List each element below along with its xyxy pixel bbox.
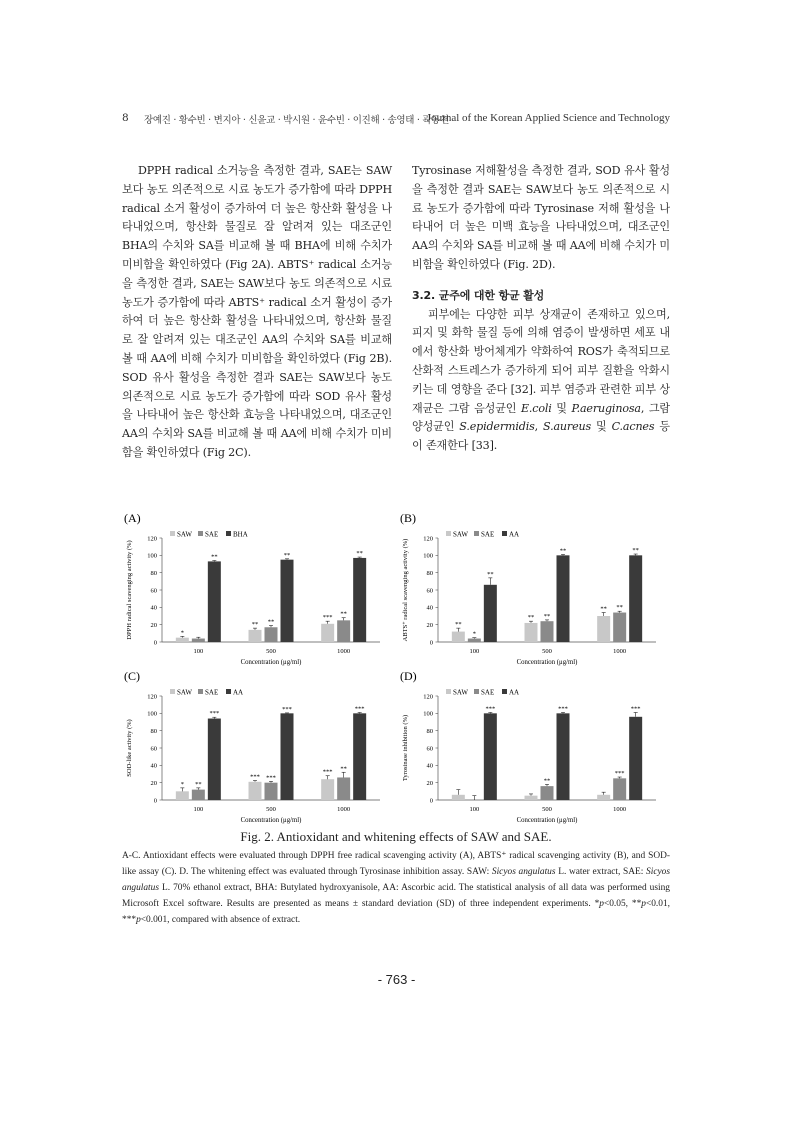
legend-swatch bbox=[474, 689, 479, 694]
journal-name: Journal of the Korean Applied Science and Technology bbox=[426, 112, 670, 124]
significance-mark: ** bbox=[600, 605, 607, 613]
chart-panel-d bbox=[398, 666, 660, 836]
chart-svg bbox=[398, 508, 660, 678]
chart-svg bbox=[122, 508, 384, 678]
y-tick-label: 60 bbox=[150, 745, 157, 753]
y-tick-label: 60 bbox=[150, 587, 157, 595]
x-tick-label: 100 bbox=[469, 806, 480, 813]
bar-saw bbox=[597, 616, 610, 642]
legend-label: SAE bbox=[205, 688, 219, 697]
bar-saw bbox=[176, 638, 189, 642]
bar-aa bbox=[629, 555, 642, 642]
figure-caption-body: A-C. Antioxidant effects were evaluated through DPPH free radical scavenging activity (A), ABTS⁺ radical scavenging activity (B), and SOD-like assay (C). D. The whitening effect was evaluated through Tyrosinase inhibition assay. SAW: Sicyos angulatus L. water extract, SAE: Sicyos angulatus L. 70% ethanol extract, BHA: Butylated hydroxyanisole, AA: Ascorbic acid. The statistical analysis of all data was performed using Microsoft Excel software. Results are presented as means ± standard deviation (SD) of three independent experiments. *p<0.05, **p<0.01, ***p<0.001, compared with absence of extract. bbox=[122, 851, 670, 925]
bar-sae bbox=[613, 778, 626, 800]
y-tick-label: 0 bbox=[153, 639, 157, 647]
x-tick-label: 1000 bbox=[613, 806, 627, 813]
y-tick-label: 0 bbox=[153, 797, 157, 805]
panel-label: (C) bbox=[124, 669, 140, 683]
y-tick-label: 0 bbox=[429, 639, 433, 647]
bar-aa bbox=[208, 719, 221, 800]
x-tick-label: 500 bbox=[542, 648, 552, 655]
section-heading: 3.2. 균주에 대한 항균 활성 bbox=[412, 288, 545, 302]
page-footer: - 763 - bbox=[377, 972, 416, 987]
y-tick-label: 60 bbox=[426, 587, 433, 595]
y-axis-label: Tyrosinase inhibition (%) bbox=[402, 714, 409, 782]
y-tick-label: 80 bbox=[150, 727, 157, 735]
significance-mark: *** bbox=[485, 705, 496, 713]
legend-swatch bbox=[502, 689, 507, 694]
x-tick-label: 100 bbox=[193, 806, 204, 813]
legend-label: AA bbox=[509, 530, 520, 539]
legend-label: SAE bbox=[481, 688, 495, 697]
panel-label: (D) bbox=[400, 669, 417, 683]
bar-aa bbox=[281, 713, 294, 800]
significance-mark: ** bbox=[211, 553, 218, 561]
bar-sae bbox=[265, 627, 278, 642]
bar-sae bbox=[541, 786, 554, 800]
running-header bbox=[122, 112, 670, 128]
significance-mark: * bbox=[472, 630, 476, 638]
bar-saw bbox=[597, 795, 610, 800]
bar-saw bbox=[525, 796, 538, 800]
y-tick-label: 20 bbox=[150, 779, 157, 787]
y-tick-label: 80 bbox=[426, 569, 433, 577]
legend-swatch bbox=[170, 531, 175, 536]
significance-mark: ** bbox=[543, 612, 551, 620]
significance-mark: *** bbox=[630, 705, 641, 713]
bar-bha bbox=[281, 560, 294, 642]
bar-saw bbox=[321, 779, 334, 800]
significance-mark: *** bbox=[209, 710, 220, 718]
y-tick-label: 100 bbox=[147, 710, 157, 718]
legend-swatch bbox=[226, 689, 231, 694]
y-tick-label: 20 bbox=[150, 621, 157, 629]
bar-aa bbox=[629, 717, 642, 800]
page-number: 8 bbox=[122, 112, 129, 124]
significance-mark: *** bbox=[266, 774, 276, 782]
legend-swatch bbox=[170, 689, 175, 694]
y-tick-label: 20 bbox=[426, 779, 433, 787]
significance-mark: *** bbox=[250, 773, 260, 781]
significance-mark: *** bbox=[322, 614, 333, 622]
significance-mark: *** bbox=[282, 705, 292, 713]
x-axis-label: Concentration (μg/ml) bbox=[240, 817, 302, 824]
left-column bbox=[122, 162, 392, 463]
x-tick-label: 500 bbox=[542, 806, 552, 813]
y-axis-label: SOD-like activity (%) bbox=[126, 719, 133, 777]
y-tick-label: 100 bbox=[423, 710, 433, 718]
y-tick-label: 100 bbox=[147, 552, 157, 560]
bar-saw bbox=[249, 782, 262, 800]
legend-label: AA bbox=[509, 688, 520, 697]
bar-sae bbox=[337, 620, 350, 642]
x-tick-label: 1000 bbox=[337, 806, 351, 813]
significance-mark: * bbox=[180, 629, 184, 637]
bar-aa bbox=[484, 713, 497, 800]
y-tick-label: 40 bbox=[426, 604, 433, 612]
significance-mark: ** bbox=[267, 618, 275, 626]
significance-mark: *** bbox=[614, 770, 625, 778]
significance-mark: ** bbox=[340, 610, 347, 618]
bar-aa bbox=[484, 585, 497, 642]
significance-mark: *** bbox=[558, 705, 568, 713]
panel-label: (B) bbox=[400, 511, 416, 525]
y-tick-label: 40 bbox=[426, 762, 433, 770]
bar-bha bbox=[353, 558, 366, 642]
legend-swatch bbox=[446, 689, 451, 694]
results-paragraph-right: Tyrosinase 저해활성을 측정한 결과, SOD 유사 활성을 측정한 결과 SAE는 SAW보다 농도 의존적으로 시료 농도가 증가함에 따라 Tyrosinase 저해 활성을 나타내어 더 높은 미백 효능을 나타내었으며, 대조군인 AA의 수치와 SA를 비교해 볼 때 AA에 비해 수치가 미비함을 확인하였다 (Fig. 2D). bbox=[412, 164, 670, 271]
bar-sae bbox=[265, 783, 278, 800]
x-tick-label: 500 bbox=[266, 648, 276, 655]
author-list: 장예진 · 황수빈 · 변지아 · 신윤교 · 박시원 · 윤수빈 · 이진해 · 송영태 · 곽동천 bbox=[144, 115, 449, 126]
y-tick-label: 120 bbox=[147, 535, 157, 543]
y-tick-label: 60 bbox=[426, 745, 433, 753]
significance-mark: *** bbox=[354, 705, 365, 713]
right-column bbox=[412, 162, 670, 456]
bar-aa bbox=[353, 713, 366, 800]
y-tick-label: 80 bbox=[426, 727, 433, 735]
y-tick-label: 100 bbox=[423, 552, 433, 560]
significance-mark: ** bbox=[251, 621, 259, 629]
significance-mark: * bbox=[180, 780, 184, 788]
chart-svg bbox=[398, 666, 660, 836]
y-tick-label: 120 bbox=[147, 693, 157, 701]
x-tick-label: 100 bbox=[193, 648, 204, 655]
chart-panel-c bbox=[122, 666, 384, 836]
significance-mark: ** bbox=[283, 551, 291, 559]
legend-swatch bbox=[226, 531, 231, 536]
legend-label: SAW bbox=[177, 530, 192, 539]
bar-bha bbox=[208, 561, 221, 642]
significance-mark: ** bbox=[543, 777, 551, 785]
legend-swatch bbox=[198, 689, 203, 694]
x-tick-label: 1000 bbox=[613, 648, 627, 655]
chart-panel-b bbox=[398, 508, 660, 678]
legend-label: SAE bbox=[205, 530, 219, 539]
chart-panel-a bbox=[122, 508, 384, 678]
legend-label: SAW bbox=[453, 530, 468, 539]
significance-mark: ** bbox=[559, 547, 567, 555]
panel-label: (A) bbox=[124, 511, 141, 525]
bar-aa bbox=[557, 555, 570, 642]
y-tick-label: 120 bbox=[423, 535, 433, 543]
x-tick-label: 1000 bbox=[337, 648, 351, 655]
bar-sae bbox=[468, 639, 481, 642]
bar-aa bbox=[557, 713, 570, 800]
y-tick-label: 40 bbox=[150, 762, 157, 770]
legend-label: BHA bbox=[233, 530, 248, 539]
y-axis-label: DPPH radical scavenging activity (%) bbox=[126, 540, 133, 640]
x-axis-label: Concentration (μg/ml) bbox=[516, 817, 578, 824]
x-axis-label: Concentration (μg/ml) bbox=[240, 659, 302, 666]
bar-saw bbox=[452, 795, 465, 800]
significance-mark: *** bbox=[322, 768, 333, 776]
significance-mark: ** bbox=[632, 547, 639, 555]
results-paragraph-left: DPPH radical 소거능을 측정한 결과, SAE는 SAW보다 농도 의존적으로 시료 농도가 증가함에 따라 DPPH radical 소거 활성이 증가하여 더 높은 항산화 활성을 나타내었으며, 항산화 물질로 잘 알려져 있는 대조군인 BHA의 수치와 SA를 비교해 볼 때 BHA에 비해 수치가 미비함을 확인하였다 (Fig 2A). ABTS⁺ radical 소거능을 측정한 결과, SAE는 SAW보다 농도 의존적으로 시료 농도가 증가함에 따라 ABTS⁺ radical 소거 활성이 증가하여 더 높은 항산화 활성을 나타내었으며, 항산화 물질로 잘 알려져 있는 대조군인 AA의 수치와 SA를 비교해 볼 때 AA에 비해 수치가 미비함을 확인하였다 (Fig 2B). SOD 유사 활성을 측정한 결과 SAE는 SAW보다 농도 의존적으로 시료 농도가 증가함에 따라 SOD 유사 활성을 나타내어 높은 항산화 효능을 나타내었으며, 대조군인 AA의 수치와 SA를 비교해 볼 때 AA에 비해 수치가 미비함을 확인하였다 (Fig 2C). bbox=[122, 164, 392, 459]
significance-mark: ** bbox=[616, 604, 623, 612]
legend-label: SAW bbox=[177, 688, 192, 697]
bar-sae bbox=[337, 777, 350, 800]
legend-swatch bbox=[446, 531, 451, 536]
significance-mark: ** bbox=[195, 780, 202, 788]
significance-mark: ** bbox=[455, 621, 462, 629]
x-tick-label: 100 bbox=[469, 648, 480, 655]
antibacterial-paragraph: 피부에는 다양한 피부 상재균이 존재하고 있으며, 피지 및 화학 물질 등에 의해 염증이 발생하면 세포 내에서 항산화 방어체계가 약화하여 ROS가 축적되므로 산화적 스트레스가 증가하게 되어 피부 질환을 악화시키는 데 영향을 준다 [32]. 피부 염증과 관련한 피부 상재균은 그람 음성균인 E.coli 및 P.aeruginosa, 그람 양성균인 S.epidermidis, S.aureus 및 C.acnes 등이 존재한다 [33]. bbox=[412, 307, 670, 453]
bar-saw bbox=[176, 791, 189, 800]
y-axis-label: ABTS⁺ radical scavenging activity (%) bbox=[402, 538, 409, 642]
legend-swatch bbox=[502, 531, 507, 536]
bar-sae bbox=[541, 621, 554, 642]
legend-swatch bbox=[474, 531, 479, 536]
legend-label: AA bbox=[233, 688, 244, 697]
legend-swatch bbox=[198, 531, 203, 536]
legend-label: SAW bbox=[453, 688, 468, 697]
significance-mark: ** bbox=[356, 550, 363, 558]
bar-saw bbox=[452, 632, 465, 642]
x-axis-label: Concentration (μg/ml) bbox=[516, 659, 578, 666]
legend-label: SAE bbox=[481, 530, 495, 539]
y-tick-label: 40 bbox=[150, 604, 157, 612]
figure-caption-title: Fig. 2. Antioxidant and whitening effects of SAW and SAE. bbox=[240, 829, 552, 844]
y-tick-label: 80 bbox=[150, 569, 157, 577]
significance-mark: ** bbox=[340, 765, 347, 773]
bar-sae bbox=[613, 613, 626, 642]
bar-saw bbox=[321, 624, 334, 642]
bar-saw bbox=[525, 623, 538, 642]
bar-sae bbox=[192, 790, 205, 800]
bar-sae bbox=[192, 639, 205, 642]
y-tick-label: 20 bbox=[426, 621, 433, 629]
significance-mark: ** bbox=[487, 570, 494, 578]
significance-mark: ** bbox=[527, 614, 535, 622]
y-tick-label: 0 bbox=[429, 797, 433, 805]
y-tick-label: 120 bbox=[423, 693, 433, 701]
x-tick-label: 500 bbox=[266, 806, 276, 813]
bar-saw bbox=[249, 630, 262, 642]
chart-svg bbox=[122, 666, 384, 836]
